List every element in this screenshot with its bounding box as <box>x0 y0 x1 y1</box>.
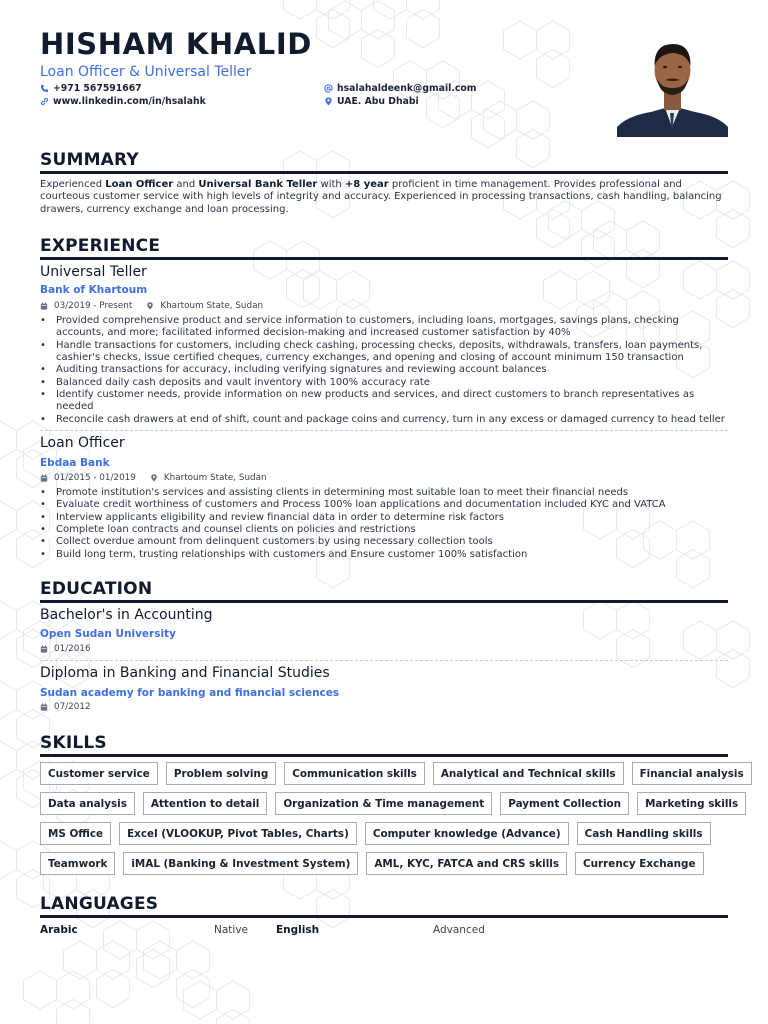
skill-chip: Marketing skills <box>637 792 746 815</box>
languages-rule <box>40 915 728 918</box>
hexagon-shape <box>0 601 17 639</box>
candidate-name: HISHAM KHALID <box>40 27 312 61</box>
map-pin-icon <box>324 97 333 106</box>
at-icon <box>324 84 333 93</box>
skills-row <box>40 762 760 785</box>
divider <box>40 660 728 661</box>
list-item: • Provided comprehensive product and service information to customers, including loans, mortgages, savings plans, checking accounts, and more; facilitated informed decision-making and increased customer satisfaction by 40% <box>40 315 728 340</box>
hexagon-shape <box>0 501 17 539</box>
skill-chip: Analytical and Technical skills <box>433 762 624 785</box>
list-item: • Balanced daily cash deposits and vault inventory with 100% accuracy rate <box>40 377 728 389</box>
list-item: • Reconcile cash drawers at end of shift, count and package coins and currency, turn in any excess or damaged currency to head teller <box>40 414 728 426</box>
skill-chip: Teamwork <box>40 852 115 875</box>
hexagon-shape <box>0 741 17 779</box>
divider <box>40 430 728 431</box>
job-bullets <box>40 487 728 561</box>
language-name: English <box>276 924 320 936</box>
company-name[interactable]: Ebdaa Bank <box>40 457 110 469</box>
education-rule <box>40 600 728 603</box>
experience-heading: EXPERIENCE <box>40 236 161 256</box>
job-meta <box>40 473 267 483</box>
linkedin-text: www.linkedin.com/in/hsalahk <box>53 96 206 107</box>
skills-row <box>40 822 719 845</box>
job-location: Khartoum State, Sudan <box>160 301 264 311</box>
summary-heading: SUMMARY <box>40 150 139 170</box>
contact-email[interactable] <box>324 83 476 94</box>
skill-chip: AML, KYC, FATCA and CRS skills <box>366 852 567 875</box>
summary-text-1: Experienced <box>40 179 106 190</box>
education-meta <box>40 702 91 712</box>
resume-page <box>40 0 744 1024</box>
list-item: • Evaluate credit worthiness of customers and Process 100% loan applications and documentation included KYC and VATCA <box>40 499 728 511</box>
list-item: • Auditing transactions for accuracy, including verifying signatures and reviewing account balances <box>40 364 728 376</box>
job-meta <box>40 301 263 311</box>
job-title: Universal Teller <box>40 264 147 280</box>
contact-location <box>324 96 419 107</box>
skill-chip: Organization & Time management <box>275 792 492 815</box>
languages-heading: LANGUAGES <box>40 894 159 914</box>
job-bullets <box>40 315 728 426</box>
list-item: • Promote institution's services and assisting clients in determining most suitable loan to meet their financial needs <box>40 487 728 499</box>
job-title: Loan Officer <box>40 435 125 451</box>
list-item: • Collect overdue amount from delinquent customers by using necessary collection tools <box>40 536 728 548</box>
list-item: • Identify customer needs, provide information on new products and services, and direct customers to branch representatives as needed <box>40 389 728 414</box>
skill-chip: iMAL (Banking & Investment System) <box>123 852 358 875</box>
contact-phone[interactable] <box>40 83 142 94</box>
hexagon-shape <box>0 421 17 459</box>
education-date: 01/2016 <box>54 644 91 654</box>
list-item: • Complete loan contracts and counsel clients on policies and restrictions <box>40 524 728 536</box>
profile-photo <box>617 28 728 137</box>
list-item: • Build long term, trusting relationships with customers and Ensure customer 100% satisfaction <box>40 549 728 561</box>
education-date: 07/2012 <box>54 702 91 712</box>
skill-chip: Customer service <box>40 762 158 785</box>
map-pin-icon <box>150 474 158 482</box>
skills-row <box>40 852 712 875</box>
skill-chip: Financial analysis <box>632 762 752 785</box>
phone-text: +971 567591667 <box>53 83 142 94</box>
skills-rule <box>40 754 728 757</box>
job-dates: 03/2019 - Present <box>54 301 133 311</box>
summary-bold-2: Universal Bank Teller <box>198 179 318 190</box>
map-pin-icon <box>146 302 154 310</box>
contact-linkedin[interactable] <box>40 96 206 107</box>
summary-text-2: and <box>173 179 199 190</box>
education-meta <box>40 644 91 654</box>
summary-bold-3: +8 year <box>344 179 389 190</box>
education-heading: EDUCATION <box>40 579 153 599</box>
list-item: • Handle transactions for customers, including check cashing, processing checks, deposits, withdrawals, transfers, loan payments, cashier's checks, issue certified cheques, currency exchanges, and opening and closing of account minimum 150 transaction <box>40 340 728 365</box>
hexagon-shape <box>0 841 17 879</box>
language-level: Advanced <box>433 924 485 936</box>
calendar-icon <box>40 703 48 711</box>
link-icon <box>40 97 49 106</box>
language-name: Arabic <box>40 924 78 936</box>
skills-row <box>40 792 754 815</box>
candidate-title: Loan Officer & Universal Teller <box>40 64 252 80</box>
skill-chip: Cash Handling skills <box>577 822 711 845</box>
summary-text-4: proficient in time management. Provides professional and courteous customer service with high levels of integrity and accuracy. Experienced in processing transactions, cash handling, balancing drawers, currency exchange and loan processing. <box>40 179 722 215</box>
location-text: UAE. Abu Dhabi <box>337 96 419 107</box>
skill-chip: Computer knowledge (Advance) <box>365 822 569 845</box>
phone-icon <box>40 84 49 93</box>
summary-bold-1: Loan Officer <box>105 179 174 190</box>
skill-chip: Communication skills <box>284 762 425 785</box>
hexagon-shape <box>0 681 17 719</box>
calendar-icon <box>40 474 48 482</box>
calendar-icon <box>40 302 48 310</box>
school-name[interactable]: Open Sudan University <box>40 628 176 640</box>
summary-text-3: with <box>317 179 345 190</box>
job-location: Khartoum State, Sudan <box>163 473 267 483</box>
skill-chip: Data analysis <box>40 792 135 815</box>
skill-chip: Attention to detail <box>143 792 267 815</box>
degree-title: Diploma in Banking and Financial Studies <box>40 665 330 681</box>
list-item: • Interview applicants eligibility and review financial data in order to determine risk factors <box>40 512 728 524</box>
company-name[interactable]: Bank of Khartoum <box>40 284 148 296</box>
skill-chip: Excel (VLOOKUP, Pivot Tables, Charts) <box>119 822 357 845</box>
skills-heading: SKILLS <box>40 733 107 753</box>
degree-title: Bachelor's in Accounting <box>40 607 213 623</box>
calendar-icon <box>40 645 48 653</box>
skill-chip: Payment Collection <box>500 792 629 815</box>
skill-chip: Problem solving <box>166 762 276 785</box>
summary-text <box>40 179 728 216</box>
skill-chip: Currency Exchange <box>575 852 704 875</box>
email-text: hsalahaldeenk@gmail.com <box>337 83 477 94</box>
experience-rule <box>40 257 728 260</box>
language-level: Native <box>214 924 248 936</box>
school-name[interactable]: Sudan academy for banking and financial sciences <box>40 687 340 699</box>
summary-rule <box>40 171 728 174</box>
job-dates: 01/2015 - 01/2019 <box>54 473 136 483</box>
skill-chip: MS Office <box>40 822 111 845</box>
